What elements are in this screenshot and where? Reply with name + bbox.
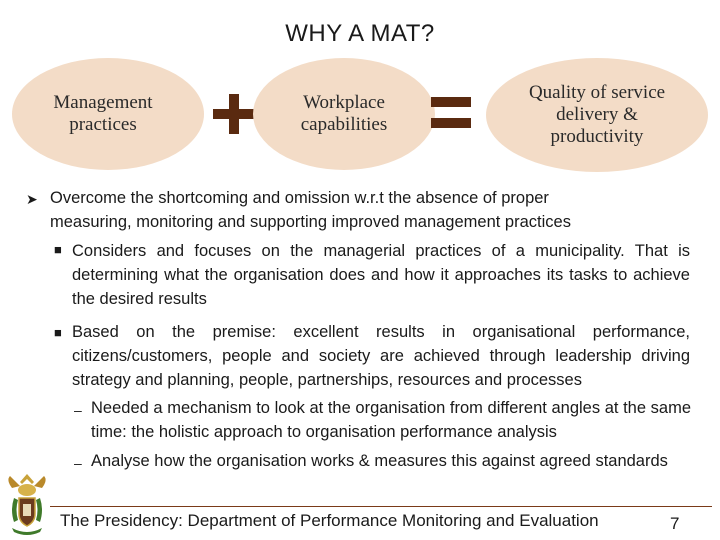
footer-text: The Presidency: Department of Performance Monitoring and Evaluation [60,511,599,530]
arrow-bullet-icon: ➤ [26,191,38,207]
workplace-capabilities-label: Workplace capabilities [300,92,388,135]
square-bullet-icon: ■ [54,242,62,257]
quality-productivity-oval [486,58,708,172]
sub-sub-bullet-1: Needed a mechanism to look at the organisation from different angles at the same time: the holistic approach to organisation performance analysis [91,399,691,441]
dash-bullet-icon: ‒ [74,455,82,471]
quality-productivity-label: Quality of service delivery & productivity [528,82,666,147]
management-practices-label: Management practices [53,92,153,135]
bullet-1-line-2: measuring, monitoring and supporting improved management practices [50,213,571,231]
workplace-capabilities-oval [253,58,435,170]
footer-divider [50,506,712,507]
sub-bullet-2: Based on the premise: excellent results in organisational performance, citizens/customers, people and society are achieved through leadership driving strategy and planning, people, partnerships, resources and processes [72,323,690,389]
page-number: 7 [670,514,680,533]
sub-sub-bullet-2: Analyse how the organisation works & measures this against agreed standards [91,452,668,470]
bullet-1-line-1: Overcome the shortcoming and omission w.r.t the absence of proper [50,189,549,207]
sub-bullet-1: Considers and focuses on the managerial practices of a municipality. That is determining what the organisation does and how it approaches its tasks to achieve the desired results [72,242,690,308]
slide-title: WHY A MAT? [285,20,435,47]
square-bullet-icon: ■ [54,325,62,340]
dash-bullet-icon: ‒ [74,402,82,418]
coat-of-arms-icon [4,470,50,538]
management-practices-oval [12,58,204,170]
